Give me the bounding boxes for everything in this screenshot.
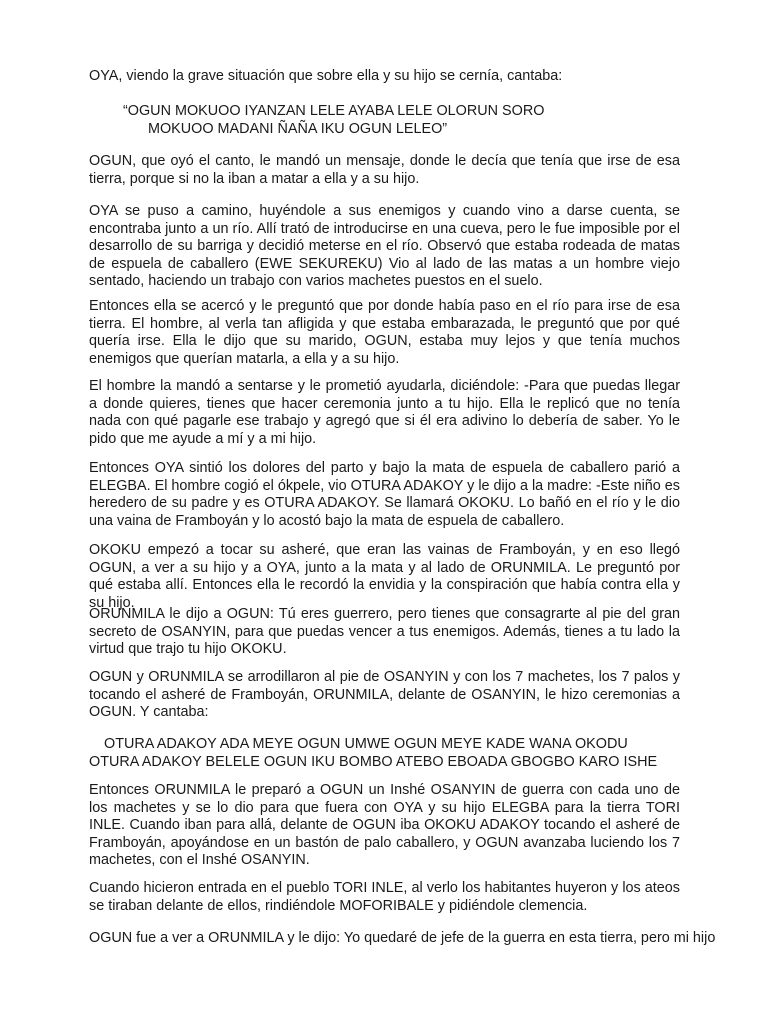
paragraph-6: Entonces OYA sintió los dolores del parto y bajo la mata de espuela de caballero parió a ELEGBA. El hombre cogió el ókpele, vio OTURA ADAKOY y le dijo a la madre: -Este niño es heredero de su padre y es OTURA ADAKOY. Se llamará OKOKU. Lo bañó en el río y le dio una vaina de Framboyán y lo acostó bajo la mata de espuela de caballero. <box>89 460 680 529</box>
song-verse-2-line-2: OTURA ADAKOY BELELE OGUN IKU BOMBO ATEBO EBOADA GBOGBO KARO ISHE <box>89 753 658 770</box>
paragraph-4: Entonces ella se acercó y le preguntó que por donde había paso en el río para irse de esa tierra. El hombre, al verla tan afligida y que estaba embarazada, le preguntó que por qué quería irse. Ella le dijo que su marido, OGUN, estaba muy lejos y que tenía muchos enemigos que querían matarla, a ella y a su hijo. <box>89 298 680 367</box>
paragraph-8: ORUNMILA le dijo a OGUN: Tú eres guerrero, pero tienes que consagrarte al pie del gran secreto de OSANYIN, para que puedas vencer a tus enemigos. Además, tienes a tu lado la virtud que trajo tu hijo OKOKU. <box>89 606 680 658</box>
paragraph-2: OGUN, que oyó el canto, le mandó un mensaje, donde le decía que tenía que irse de esa tierra, porque si no la iban a matar a ella y a su hijo. <box>89 153 680 187</box>
paragraph-7: OKOKU empezó a tocar su asheré, que eran las vainas de Framboyán, y en eso llegó OGUN, a ver a su hijo y a OYA, junto a la mata y al lado de ORUNMILA. Le preguntó por qué estaba allí. Entonces ella le recordó la envidia y la conspiración que había contra ella y su hijo. <box>89 542 680 611</box>
song-verse-2 <box>89 736 657 771</box>
paragraph-1: OYA, viendo la grave situación que sobre ella y su hijo se cernía, cantaba: <box>89 68 563 84</box>
paragraph-5: El hombre la mandó a sentarse y le prometió ayudarla, diciéndole: -Para que puedas llegar a donde quieres, tienes que hacer ceremonia junto a tu hijo. Ella le replicó que no tenía nada con qué pagarle ese trabajo y agregó que si él era adivino lo debería de saber. Yo le pido que me ayude a mí y a mi hijo. <box>89 378 680 447</box>
paragraph-11: Cuando hicieron entrada en el pueblo TORI INLE, al verlo los habitantes huyeron y los ateos se tiraban delante de ellos, rindiéndole MOFORIBALE y pidiéndole clemencia. <box>89 880 680 914</box>
song-verse-1-line-1: “OGUN MOKUOO IYANZAN LELE AYABA LELE OLORUN SORO <box>123 103 545 119</box>
paragraph-9: OGUN y ORUNMILA se arrodillaron al pie de OSANYIN y con los 7 machetes, los 7 palos y tocando el asheré de Framboyán, ORUNMILA, delante de OSANYIN, le hizo ceremonias a OGUN. Y cantaba: <box>89 669 680 721</box>
song-verse-1 <box>123 103 544 138</box>
song-verse-2-line-1: OTURA ADAKOY ADA MEYE OGUN UMWE OGUN MEYE KADE WANA OKODU <box>104 736 628 752</box>
paragraph-3: OYA se puso a camino, huyéndole a sus enemigos y cuando vino a darse cuenta, se encontraba junto a un río. Allí trató de introducirse en una cueva, pero le fue imposible por el desarrollo de su barriga y decidió meterse en el río. Observó que estaba rodeada de matas de espuela de caballero (EWE SEKUREKU) Vio al lado de las matas a un hombre viejo sentado, haciendo un trabajo con varios machetes puestos en el suelo. <box>89 203 680 290</box>
paragraph-10: Entonces ORUNMILA le preparó a OGUN un Inshé OSANYIN de guerra con cada uno de los machetes y se lo dio para que fuera con OYA y su hijo ELEGBA para la tierra TORI INLE. Cuando iban para allá, delante de OGUN iba OKOKU ADAKOY tocando el asheré de Framboyán, apoyándose en un bastón de palo caballero, y OGUN avanzaba luciendo los 7 machetes, con el Inshé OSANYIN. <box>89 782 680 869</box>
song-verse-1-line-2: MOKUOO MADANI ÑAÑA IKU OGUN LELEO” <box>148 120 448 137</box>
paragraph-12: OGUN fue a ver a ORUNMILA y le dijo: Yo quedaré de jefe de la guerra en esta tierra, pero mi hijo <box>89 930 716 946</box>
